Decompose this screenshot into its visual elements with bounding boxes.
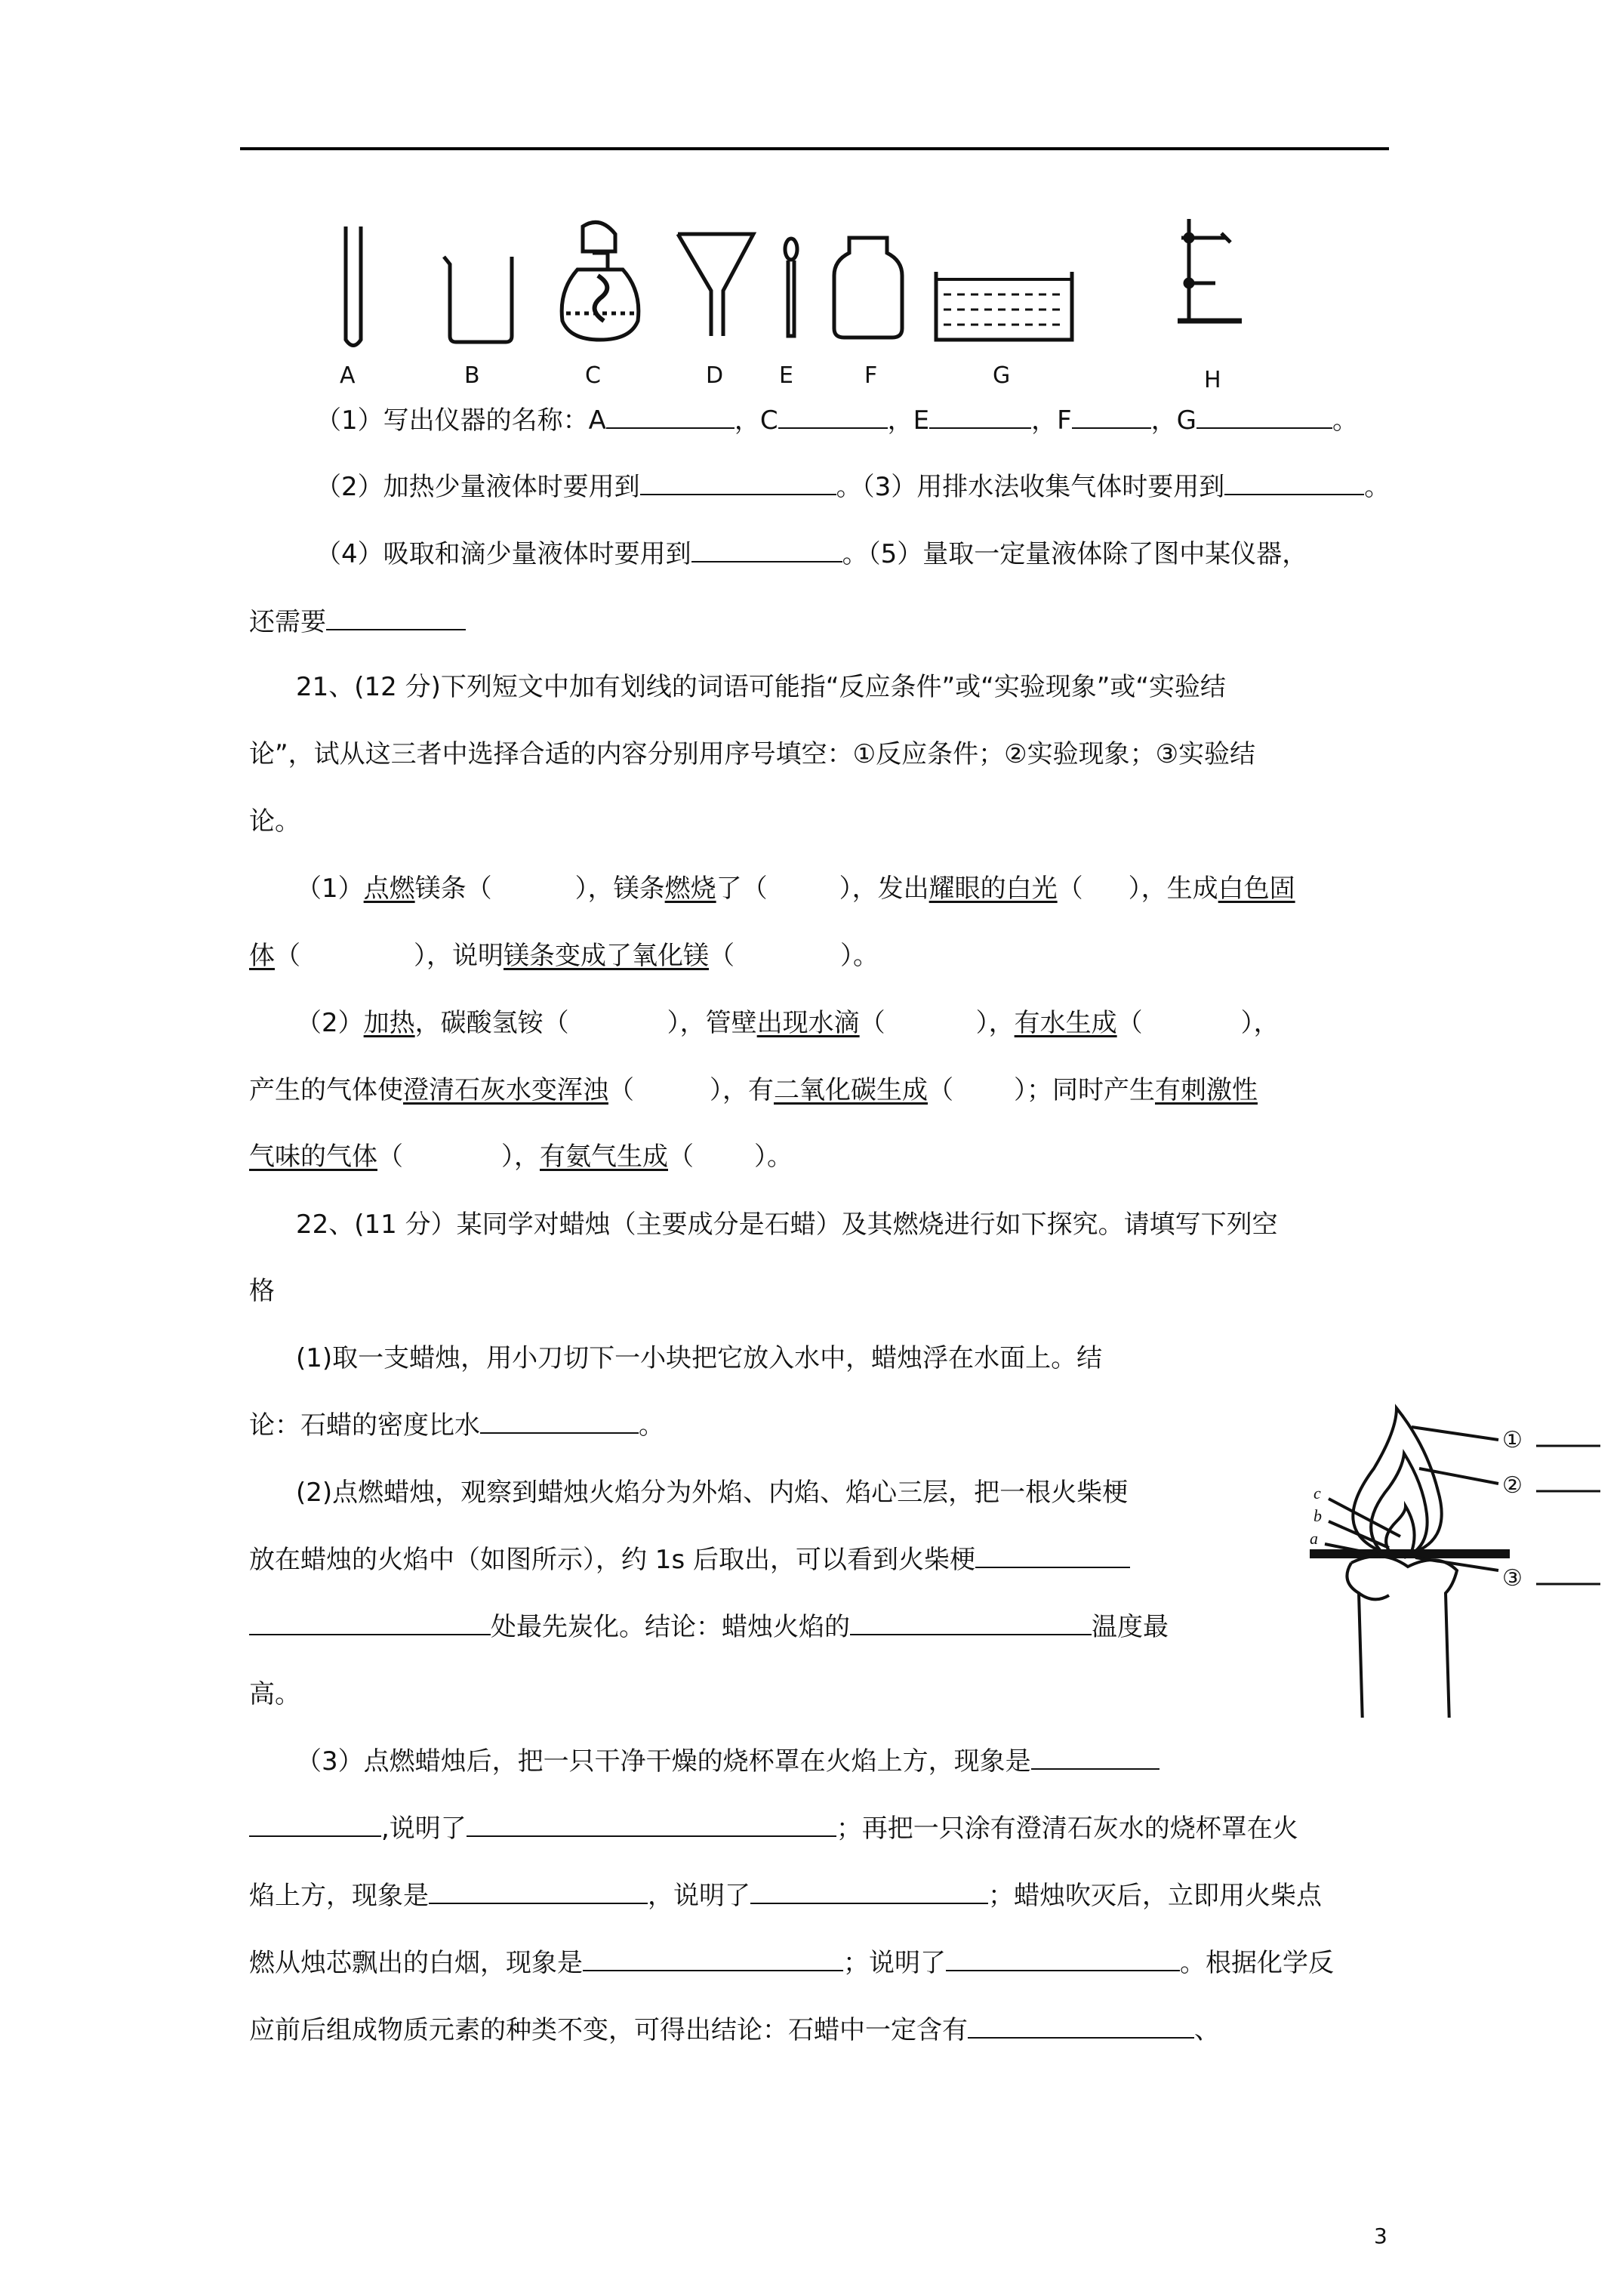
apparatus-label: B: [464, 362, 480, 389]
q22-s2-line3: 处最先炭化。结论：蜡烛火焰的 温度最: [249, 1610, 1169, 1644]
answer-blank[interactable]: [975, 1544, 1130, 1568]
q21-p2-line2: 产生的气体使澄清石灰水变浑浊（ ），有二氧化碳生成（ ）；同时产生有刺激性: [249, 1075, 1258, 1105]
candle-body: [1347, 1556, 1457, 1718]
apparatus-label: G: [993, 362, 1011, 389]
answer-blank[interactable]: [249, 1813, 381, 1837]
label-3: ③: [1502, 1565, 1523, 1592]
answer-blank[interactable]: [640, 471, 836, 495]
pointer-2: [1419, 1469, 1498, 1484]
q22-s1-line2: 论：石蜡的密度比水 。: [249, 1410, 664, 1441]
apparatus-label: H: [1204, 367, 1221, 393]
beaker-icon: [444, 257, 512, 342]
label-a: a: [1310, 1529, 1318, 1548]
page-number: 3: [1374, 2224, 1387, 2248]
answer-blank[interactable]: [429, 1880, 648, 1904]
answer-blank[interactable]: [467, 1813, 836, 1837]
q21-p1-line1: （1）点燃镁条（ ），镁条燃烧了（ ），发出耀眼的白光（ ），生成白色固: [296, 874, 1295, 904]
label-2: ②: [1502, 1472, 1523, 1499]
answer-blank[interactable]: [480, 1410, 639, 1434]
q21-p2-line3: 气味的气体（ ），有氨气生成（ ）。: [249, 1142, 793, 1172]
q22-intro-line1: 22、(11 分）某同学对蜡烛（主要成分是石蜡）及其燃烧进行如下探究。请填写下列空: [296, 1210, 1278, 1240]
answer-blank[interactable]: [850, 1611, 1092, 1635]
iron-stand-icon: [1178, 219, 1242, 321]
label-1: ①: [1502, 1427, 1523, 1453]
q22-s3-line2: ,说明了 ；再把一只涂有澄清石灰水的烧杯罩在火: [249, 1812, 1298, 1845]
apparatus-figure: [317, 208, 1298, 396]
answer-blank[interactable]: [326, 606, 466, 630]
q21-p1-line2: 体（ ），说明镁条变成了氧化镁（ ）。: [249, 941, 879, 971]
q21-p2-line1: （2）加热，碳酸氢铵（ ），管壁出现水滴（ ），有水生成（ ），: [296, 1008, 1280, 1038]
q22-s3-line4: 燃从烛芯飘出的白烟，现象是 ；说明了 。根据化学反: [249, 1948, 1334, 1978]
pointer-c: [1329, 1499, 1400, 1536]
alcohol-lamp-icon: [562, 222, 639, 340]
answer-blank[interactable]: [778, 405, 888, 429]
answer-blank[interactable]: [946, 1947, 1180, 1971]
apparatus-label: E: [779, 362, 793, 389]
label-b: b: [1313, 1506, 1322, 1525]
label-c: c: [1313, 1484, 1321, 1502]
answer-blank[interactable]: [1072, 405, 1151, 429]
q21-intro-line3: 论。: [249, 806, 300, 837]
dropper-icon: [785, 239, 797, 336]
answer-blank[interactable]: [691, 538, 842, 562]
bottle-icon: [834, 238, 902, 337]
header-rule: [240, 147, 1389, 150]
answer-blank[interactable]: [968, 2014, 1194, 2039]
q22-s3-line1: （3）点燃蜡烛后，把一只干净干燥的烧杯罩在火焰上方，现象是: [296, 1745, 1160, 1778]
answer-blank[interactable]: [583, 1947, 843, 1971]
q20-line4: 还需要: [249, 606, 466, 639]
funnel-icon: [678, 234, 753, 336]
apparatus-label: F: [864, 362, 878, 389]
apparatus-label: A: [340, 362, 356, 389]
q22-intro-line2: 格: [249, 1276, 275, 1306]
answer-blank[interactable]: [606, 405, 735, 429]
answer-blank[interactable]: [1031, 1746, 1160, 1770]
q22-s2-line2: 放在蜡烛的火焰中（如图所示），约 1s 后取出，可以看到火柴梗: [249, 1543, 1130, 1576]
test-tube-icon: [346, 227, 361, 346]
q21-intro-line1: 21、(12 分)下列短文中加有划线的词语可能指“反应条件”或“实验现象”或“实验结: [296, 672, 1226, 702]
candle-flame-figure: [1276, 1401, 1600, 1718]
answer-blank[interactable]: [929, 405, 1031, 429]
q21-intro-line2: 论”，试从这三者中选择合适的内容分别用序号填空：①反应条件；②实验现象；③实验结: [249, 739, 1256, 769]
apparatus-label: C: [585, 362, 601, 389]
q20-line2: （2）加热少量液体时要用到 。（3）用排水法收集气体时要用到 。: [316, 472, 1390, 502]
q22-s3-line5: 应前后组成物质元素的种类不变，可得出结论：石蜡中一定含有 、: [249, 2015, 1220, 2045]
q20-line1: （1）写出仪器的名称：A ，C ，E ，F ，G 。: [316, 405, 1359, 436]
q22-s3-line3: 焰上方，现象是 ，说明了 ；蜡烛吹灭后，立即用火柴点: [249, 1881, 1322, 1911]
pointer-1: [1412, 1427, 1498, 1440]
answer-blank[interactable]: [1224, 471, 1364, 495]
q20-line3: （4）吸取和滴少量液体时要用到 。（5）量取一定量液体除了图中某仪器，: [316, 539, 1308, 569]
q22-s2-line1: (2)点燃蜡烛，观察到蜡烛火焰分为外焰、内焰、焰心三层，把一根火柴梗: [296, 1478, 1129, 1508]
apparatus-label: D: [706, 362, 724, 389]
answer-blank[interactable]: [750, 1880, 988, 1904]
water-trough-icon: [936, 272, 1072, 340]
answer-blank[interactable]: [1196, 405, 1332, 429]
q22-s2-line4: 高。: [249, 1679, 300, 1709]
q22-s1-line1: (1)取一支蜡烛，用小刀切下一小块把它放入水中，蜡烛浮在水面上。结: [296, 1343, 1103, 1373]
answer-blank[interactable]: [249, 1611, 491, 1635]
